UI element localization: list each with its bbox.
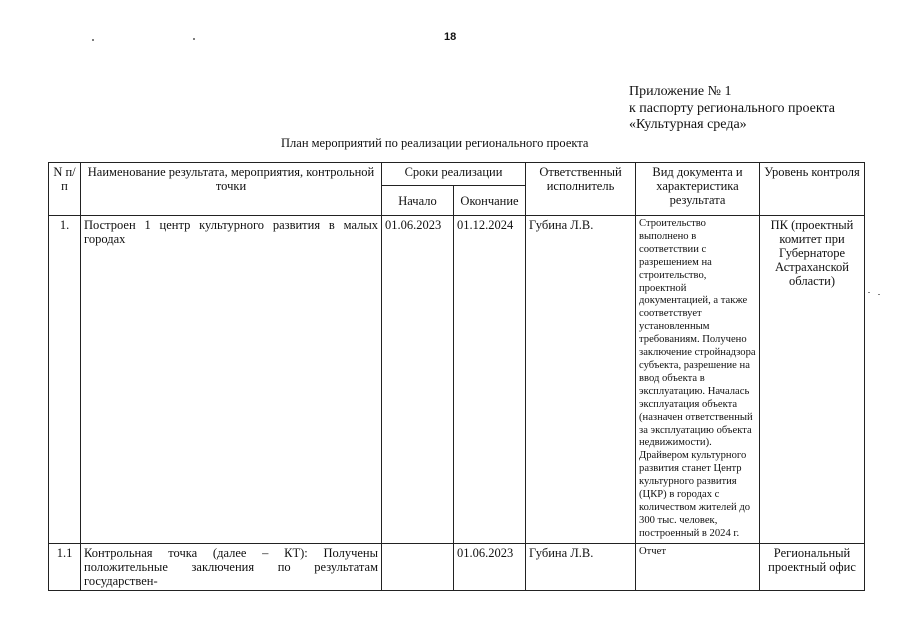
header-num: N п/п [49, 163, 81, 216]
row-2-end: 01.06.2023 [454, 543, 526, 590]
row-2-level: Региональный проектный офис [760, 543, 865, 590]
appendix-line-2: к паспорту регионального проекта [629, 100, 835, 116]
header-level: Уровень контроля [760, 163, 865, 216]
header-start: Начало [382, 186, 454, 216]
row-2-doc: Отчет [636, 543, 760, 590]
scan-speck [193, 38, 195, 40]
row-2-num: 1.1 [49, 543, 81, 590]
plan-title: План мероприятий по реализации регионального проекта [281, 136, 589, 150]
header-dates: Сроки реализации [382, 163, 526, 186]
page-number: 18 [444, 31, 457, 43]
row-2-start [382, 543, 454, 590]
row-1-start: 01.06.2023 [382, 216, 454, 544]
row-2-responsible: Губина Л.В. [526, 543, 636, 590]
row-1-responsible: Губина Л.В. [526, 216, 636, 544]
appendix-line-3: «Культурная среда» [629, 117, 747, 132]
row-1-doc: Строительство выполнено в соответствии с разрешением на строительство, проектной документацией, а также соответствует установленным требованиям. Получено заключение стройнадзора субъекта, разрешение на ввод объекта в эксплуатацию. Началась эксплуатация объекта (назначен ответственный за эксплуатацию объекта недвижимости). Драйвером культурного развития станет Центр культурного развития (ЦКР) в городах с количеством жителей до 300 тыс. человек, построенный в 2024 г. [636, 216, 760, 544]
plan-table [48, 162, 865, 591]
row-2-name: Контрольная точка (далее – КТ): Получены положительные заключения по результатам государствен- [81, 543, 382, 590]
row-1-num: 1. [49, 216, 81, 544]
scan-speck [868, 292, 870, 293]
header-doc: Вид документа и характеристика результата [636, 163, 760, 216]
table-row [49, 216, 865, 544]
header-name: Наименование результата, мероприятия, контрольной точки [81, 163, 382, 216]
appendix-header [629, 84, 835, 134]
row-1-end: 01.12.2024 [454, 216, 526, 544]
row-1-name: Построен 1 центр культурного развития в малых городах [81, 216, 382, 544]
scan-speck [92, 39, 94, 41]
table-header-row [49, 163, 865, 186]
header-responsible: Ответственный исполнитель [526, 163, 636, 216]
appendix-line-1: Приложение № 1 [629, 84, 732, 99]
table-row [49, 543, 865, 590]
header-end: Окончание [454, 186, 526, 216]
scan-speck [878, 294, 880, 295]
row-1-level: ПК (проектный комитет при Губернаторе Астраханской области) [760, 216, 865, 544]
